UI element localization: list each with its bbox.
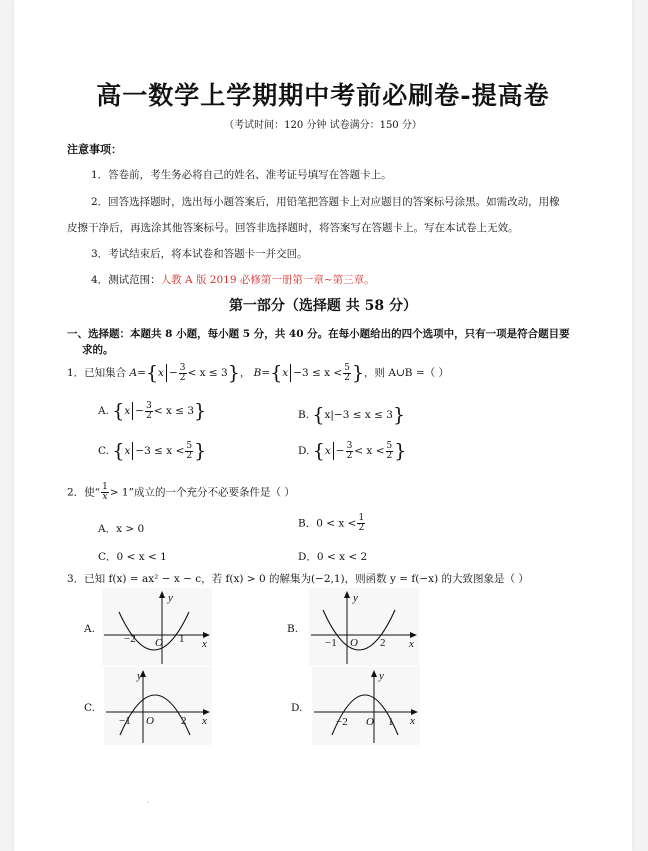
graph-d-left-root: −2 xyxy=(336,716,348,728)
q1-option-c-label: C. xyxy=(98,445,109,457)
q1-option-d-label: D. xyxy=(298,445,310,457)
q1-option-d[interactable]: D. {x − $\frac{3}{2}$ < x < $\frac{5}{2}$ } xyxy=(298,440,407,462)
q2-option-d-label: D． xyxy=(298,551,317,563)
graph-c-left-root: −1 xyxy=(119,715,131,727)
graph-d-y-label: y xyxy=(379,670,384,682)
graph-a-right-root: 1 xyxy=(179,633,185,645)
q2-option-c[interactable] xyxy=(98,549,167,564)
section-title: 第一部分（选择题 共 58 分） xyxy=(228,298,418,314)
q1-eq-a: = xyxy=(137,367,146,379)
graph-b-origin: O xyxy=(350,637,358,649)
q2-stem-post: > 1”成立的一个充分不必要条件是（ ） xyxy=(109,486,295,499)
note-2-line-2: 皮擦干净后，再选涂其他答案标号。回答非选择题时，将答案写在答题卡上。写在本试卷上无效。 xyxy=(67,222,519,234)
note-4-range: 人教 A 版 2019 必修第一册第一章~第三章。 xyxy=(160,274,375,286)
q2-frac-1-x: $\frac{1}{x}$ xyxy=(102,482,108,502)
q1-tail: ，则 A∪B =（ ） xyxy=(364,367,449,379)
note-2-line-1: 2．回答选择题时，选出每小题答案后，用铅笔把答题卡上对应题目的答案标号涂黑。如需改动，用橡 xyxy=(91,196,560,208)
graph-d-x-label: x xyxy=(410,715,415,727)
q3-option-a-label[interactable]: A. xyxy=(84,623,95,635)
q1-option-b-label: B. xyxy=(298,409,310,421)
q2-option-b-label: B． xyxy=(298,517,317,530)
q1-option-b[interactable]: B. {x|−3 ≤ x ≤ 3} xyxy=(298,404,406,426)
note-1: 1．答卷前，考生务必将自己的姓名、准考证号填写在答题卡上。 xyxy=(91,169,392,181)
graph-c-y-label: y xyxy=(137,670,142,682)
question-2-stem xyxy=(67,483,295,502)
q1-a-cond: < x ≤ 3 xyxy=(187,367,228,379)
q1-option-b-text: x|−3 ≤ x ≤ 3 xyxy=(324,409,393,421)
q3-graph-d[interactable] xyxy=(312,667,420,745)
q2-option-a-label: A． xyxy=(98,523,117,535)
q2-option-b-text: 0 < x < xyxy=(316,517,357,530)
q2-option-a[interactable] xyxy=(98,521,144,536)
q2-stem-pre: 2．使“ xyxy=(67,486,101,499)
note-4 xyxy=(91,272,375,287)
notes-heading: 注意事项： xyxy=(67,143,122,156)
q3-graph-c[interactable] xyxy=(104,667,212,745)
graph-b-right-root: 2 xyxy=(380,637,386,649)
note-4-prefix: 4．测试范围： xyxy=(91,274,161,286)
q1-number: 1．已知集合 xyxy=(67,367,127,379)
q1-set-b: B xyxy=(253,367,262,379)
q2-option-a-text: x > 0 xyxy=(116,523,145,535)
q2-option-c-text: 0 < x < 1 xyxy=(116,551,167,563)
graph-a-origin: O xyxy=(155,637,163,649)
question-1-stem: 1．已知集合 A={x − $\frac{3}{2}$ < x ≤ 3}， B={x −3 ≤ x < $\frac{5}{2}$ }，则 A∪B =（ ） xyxy=(67,362,449,384)
q1-minus: − xyxy=(168,367,178,379)
graph-a-bg xyxy=(102,588,212,666)
q3-option-c-label[interactable]: C. xyxy=(84,702,95,714)
q3-graph-a[interactable] xyxy=(102,588,212,666)
q1-option-c[interactable]: C. {x −3 ≤ x < $\frac{5}{2}$ } xyxy=(98,440,207,462)
q3-option-d-label[interactable]: D. xyxy=(291,702,303,714)
graph-d-origin: O xyxy=(366,716,374,728)
q2-option-d[interactable] xyxy=(298,549,367,564)
q2-option-b[interactable]: B．0 < x < $\frac{1}{2}$ xyxy=(298,513,365,533)
graph-a-left-root: −2 xyxy=(124,633,136,645)
note-3: 3．考试结束后，将本试卷和答题卡一并交回。 xyxy=(91,248,308,260)
question-3-stem: 3．已知 f(x) = ax² − x − c，若 f(x) > 0 的解集为(−2,1)，则函数 y = f(−x) 的大致图象是（ ） xyxy=(67,573,529,585)
section-instruction-line-2: 求的。 xyxy=(82,344,114,356)
q2-option-c-label: C． xyxy=(98,551,117,563)
graph-c-right-root: 2 xyxy=(181,715,187,727)
q1-comma: ， xyxy=(239,367,251,379)
graph-b-x-label: x xyxy=(409,638,414,650)
exam-page xyxy=(14,0,632,851)
q1-option-a-label: A. xyxy=(98,405,109,417)
q2-option-d-text: 0 < x < 2 xyxy=(316,551,368,563)
graph-a-x-label: x xyxy=(202,638,207,650)
q1-x: x xyxy=(158,367,164,379)
q1-frac-3-2: $\frac{3}{2}$ xyxy=(179,362,186,383)
graph-b-bg xyxy=(309,588,419,666)
graph-d-right-root: 1 xyxy=(388,716,394,728)
q1-eq-b: = xyxy=(261,367,271,379)
footer-dot: · xyxy=(147,798,150,807)
q1-x-b: x xyxy=(282,367,289,379)
page-title: 高一数学上学期期中考前必刷卷-提高卷 xyxy=(96,81,550,110)
graph-c-x-label: x xyxy=(202,715,207,727)
graph-b-left-root: −1 xyxy=(325,637,337,649)
exam-subtitle: （考试时间：120 分钟 试卷满分：150 分） xyxy=(224,120,422,131)
graph-a-y-label: y xyxy=(168,592,173,604)
q1-set-a: A xyxy=(129,367,138,379)
q3-option-b-label[interactable]: B. xyxy=(287,623,299,635)
graph-d-bg xyxy=(312,667,420,745)
graph-c-origin: O xyxy=(146,715,154,727)
graph-b-y-label: y xyxy=(353,592,358,604)
q1-option-a[interactable]: A. {x − $\frac{3}{2}$ < x ≤ 3} xyxy=(98,400,207,422)
q1-frac-5-2: $\frac{5}{2}$ xyxy=(344,362,350,383)
q3-graph-b[interactable] xyxy=(309,588,419,666)
section-instruction-line-1: 一、选择题：本题共 8 小题，每小题 5 分，共 40 分。在每小题给出的四个选项中，只有一项是符合题目要 xyxy=(67,328,570,340)
q1-b-cond: −3 ≤ x < xyxy=(293,367,343,379)
